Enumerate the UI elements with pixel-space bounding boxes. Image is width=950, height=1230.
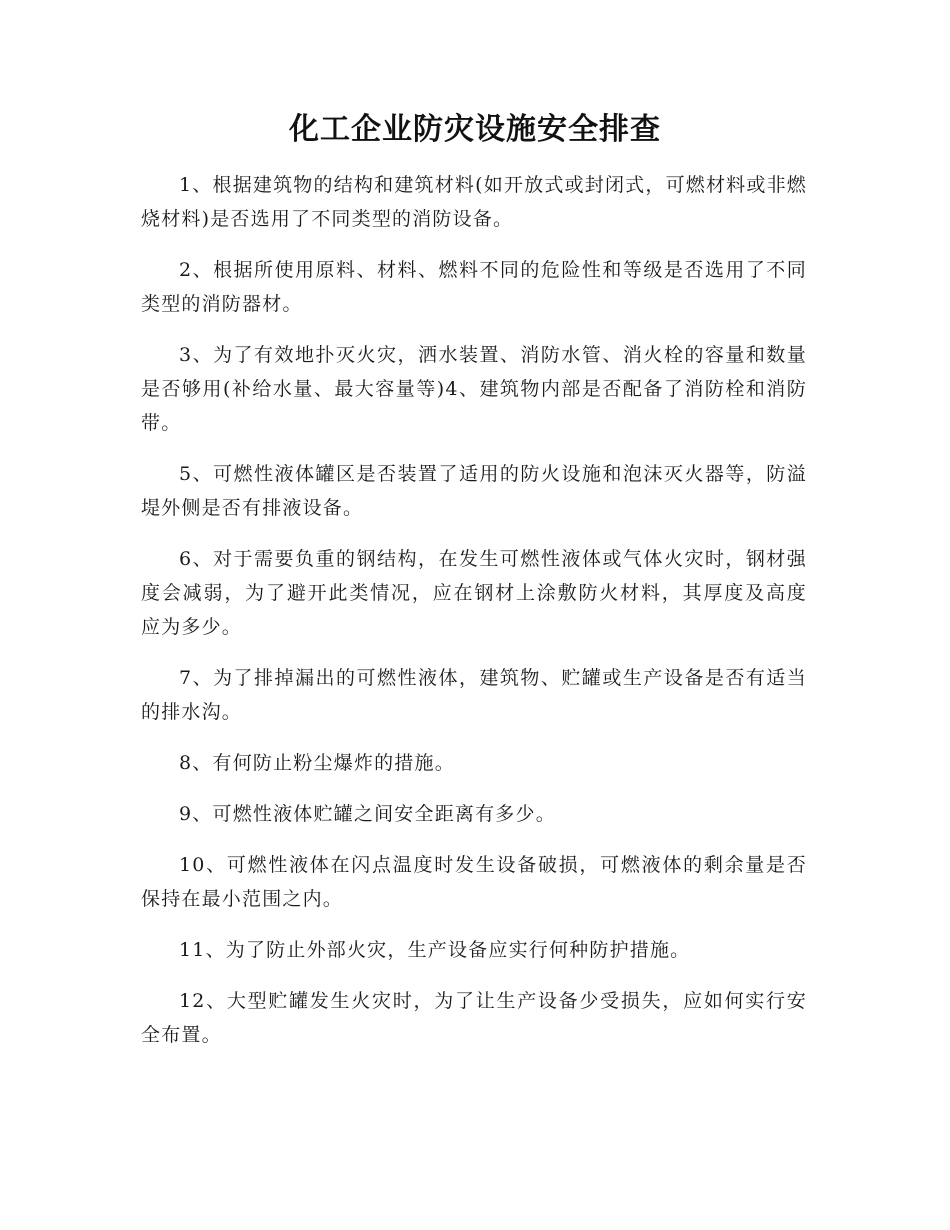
paragraph-12: 12、大型贮罐发生火灾时，为了让生产设备少受损失，应如何实行安全布置。 bbox=[141, 990, 807, 1046]
document-title: 化工企业防灾设施安全排查 bbox=[289, 112, 661, 147]
paragraph-1: 1、根据建筑物的结构和建筑材料(如开放式或封闭式，可燃材料或非燃烧材料)是否选用了不同类型的消防设备。 bbox=[141, 174, 807, 230]
paragraph-9: 9、可燃性液体贮罐之间安全距离有多少。 bbox=[179, 803, 556, 825]
paragraph-3: 3、为了有效地扑灭火灾，洒水装置、消防水管、消火栓的容量和数量是否够用(补给水量、最大容量等)4、建筑物内部是否配备了消防栓和消防带。 bbox=[141, 344, 807, 434]
paragraph-2: 2、根据所使用原料、材料、燃料不同的危险性和等级是否选用了不同类型的消防器材。 bbox=[141, 259, 807, 315]
paragraph-7: 7、为了排掉漏出的可燃性液体，建筑物、贮罐或生产设备是否有适当的排水沟。 bbox=[141, 667, 807, 723]
paragraph-8: 8、有何防止粉尘爆炸的措施。 bbox=[179, 752, 455, 774]
paragraph-11: 11、为了防止外部火灾，生产设备应实行何种防护措施。 bbox=[179, 939, 691, 961]
paragraph-5: 5、可燃性液体罐区是否装置了适用的防火设施和泡沫灭火器等，防溢堤外侧是否有排液设备。 bbox=[141, 463, 807, 519]
paragraph-10: 10、可燃性液体在闪点温度时发生设备破损，可燃液体的剩余量是否保持在最小范围之内。 bbox=[141, 854, 807, 910]
document-body bbox=[141, 168, 807, 1069]
paragraph-6: 6、对于需要负重的钢结构，在发生可燃性液体或气体火灾时，钢材强度会减弱，为了避开此类情况，应在钢材上涂敷防火材料，其厚度及高度应为多少。 bbox=[141, 548, 807, 638]
